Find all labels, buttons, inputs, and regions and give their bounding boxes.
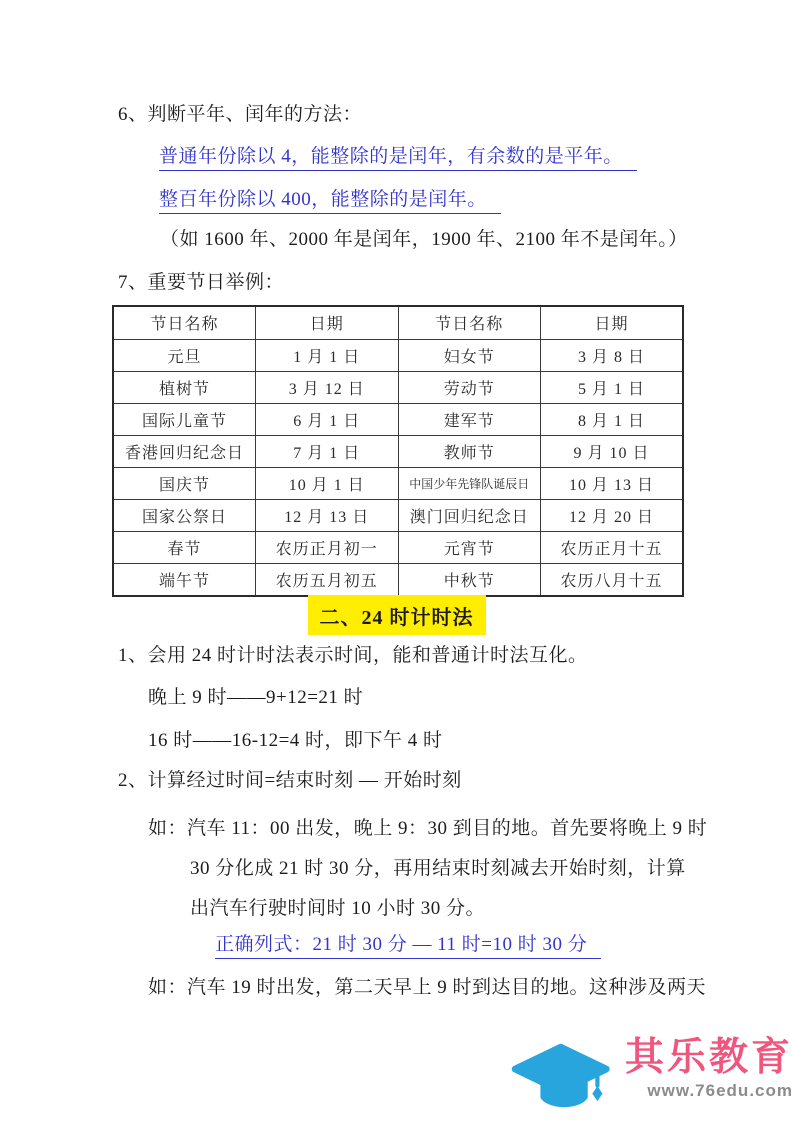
table-header-row	[113, 306, 683, 339]
festival-name-cell: 国庆节	[113, 467, 256, 499]
item7-heading: 7、重要节日举例：	[118, 272, 285, 293]
brand-logo	[505, 1035, 793, 1115]
festival-name-cell: 香港回归纪念日	[113, 435, 256, 467]
festival-name-cell: 妇女节	[398, 339, 541, 371]
festival-date-cell: 9 月 10 日	[541, 435, 684, 467]
festival-name-cell: 国家公祭日	[113, 499, 256, 531]
item2-example1-line3: 出汽车行驶时间时 10 小时 30 分。	[190, 898, 486, 919]
item2-example1-line2: 30 分化成 21 时 30 分，再用结束时刻减去开始时刻，计算	[190, 858, 686, 879]
column-header: 节日名称	[398, 306, 541, 339]
festival-name-cell: 植树节	[113, 371, 256, 403]
table-row	[113, 371, 683, 403]
festival-date-cell: 3 月 12 日	[256, 371, 399, 403]
festival-date-cell: 12 月 20 日	[541, 499, 684, 531]
leap-year-rule2-text: 整百年份除以 400，能整除的是闰年。	[159, 189, 501, 214]
item6-note: （如 1600 年、2000 年是闰年，1900 年、2100 年不是闰年。）	[160, 229, 688, 250]
festival-name-cell: 端午节	[113, 563, 256, 596]
festival-date-cell: 10 月 1 日	[256, 467, 399, 499]
festival-date-cell: 12 月 13 日	[256, 499, 399, 531]
festival-name-cell: 元旦	[113, 339, 256, 371]
festival-name-cell: 中秋节	[398, 563, 541, 596]
item6-heading: 6、判断平年、闰年的方法：	[118, 104, 363, 125]
table-row	[113, 403, 683, 435]
festival-name-cell: 教师节	[398, 435, 541, 467]
festival-date-cell: 农历五月初五	[256, 563, 399, 596]
section2-item1-example1: 晚上 9 时——9+12=21 时	[148, 687, 364, 708]
festival-name-cell: 中国少年先锋队诞辰日	[398, 467, 541, 499]
section2-item1-example2: 16 时——16-12=4 时，即下午 4 时	[148, 730, 443, 751]
festival-name-cell: 澳门回归纪念日	[398, 499, 541, 531]
festival-date-cell: 3 月 8 日	[541, 339, 684, 371]
correct-formula-text: 正确列式：21 时 30 分 — 11 时=10 时 30 分	[215, 934, 601, 959]
festival-date-cell: 8 月 1 日	[541, 403, 684, 435]
brand-name: 其乐教育	[624, 1036, 793, 1079]
festival-date-cell: 农历正月初一	[256, 531, 399, 563]
leap-year-rule1-text: 普通年份除以 4，能整除的是闰年，有余数的是平年。	[159, 146, 637, 171]
item2-example2-line1: 如：汽车 19 时出发，第二天早上 9 时到达目的地。这种涉及两天	[148, 977, 707, 998]
section2-heading-highlighted: 二、24 时计时法	[308, 595, 486, 635]
festival-name-cell: 劳动节	[398, 371, 541, 403]
section2-item1: 1、会用 24 时计时法表示时间，能和普通计时法互化。	[118, 645, 588, 666]
table-row	[113, 339, 683, 371]
item2-formula	[215, 934, 601, 956]
section2-item2: 2、计算经过时间=结束时刻 — 开始时刻	[118, 770, 462, 791]
festival-date-cell: 5 月 1 日	[541, 371, 684, 403]
brand-url: www.76edu.com	[647, 1081, 793, 1100]
festival-name-cell: 国际儿童节	[113, 403, 256, 435]
festival-date-cell: 7 月 1 日	[256, 435, 399, 467]
column-header: 日期	[256, 306, 399, 339]
table-row	[113, 435, 683, 467]
graduation-cap-icon	[505, 1037, 613, 1113]
item6-rule1	[159, 146, 637, 168]
festival-table	[112, 305, 684, 597]
festival-name-cell: 元宵节	[398, 531, 541, 563]
brand-text-block	[613, 1035, 793, 1101]
column-header: 日期	[541, 306, 684, 339]
festival-date-cell: 农历八月十五	[541, 563, 684, 596]
table-row	[113, 563, 683, 596]
column-header: 节日名称	[113, 306, 256, 339]
item2-example1-line1: 如：汽车 11：00 出发，晚上 9：30 到目的地。首先要将晚上 9 时	[148, 818, 708, 839]
festival-name-cell: 建军节	[398, 403, 541, 435]
festival-date-cell: 1 月 1 日	[256, 339, 399, 371]
table-row	[113, 499, 683, 531]
festival-date-cell: 10 月 13 日	[541, 467, 684, 499]
festival-name-cell: 春节	[113, 531, 256, 563]
table-row	[113, 531, 683, 563]
table-row	[113, 467, 683, 499]
festival-date-cell: 6 月 1 日	[256, 403, 399, 435]
festival-date-cell: 农历正月十五	[541, 531, 684, 563]
item6-rule2	[159, 189, 501, 211]
